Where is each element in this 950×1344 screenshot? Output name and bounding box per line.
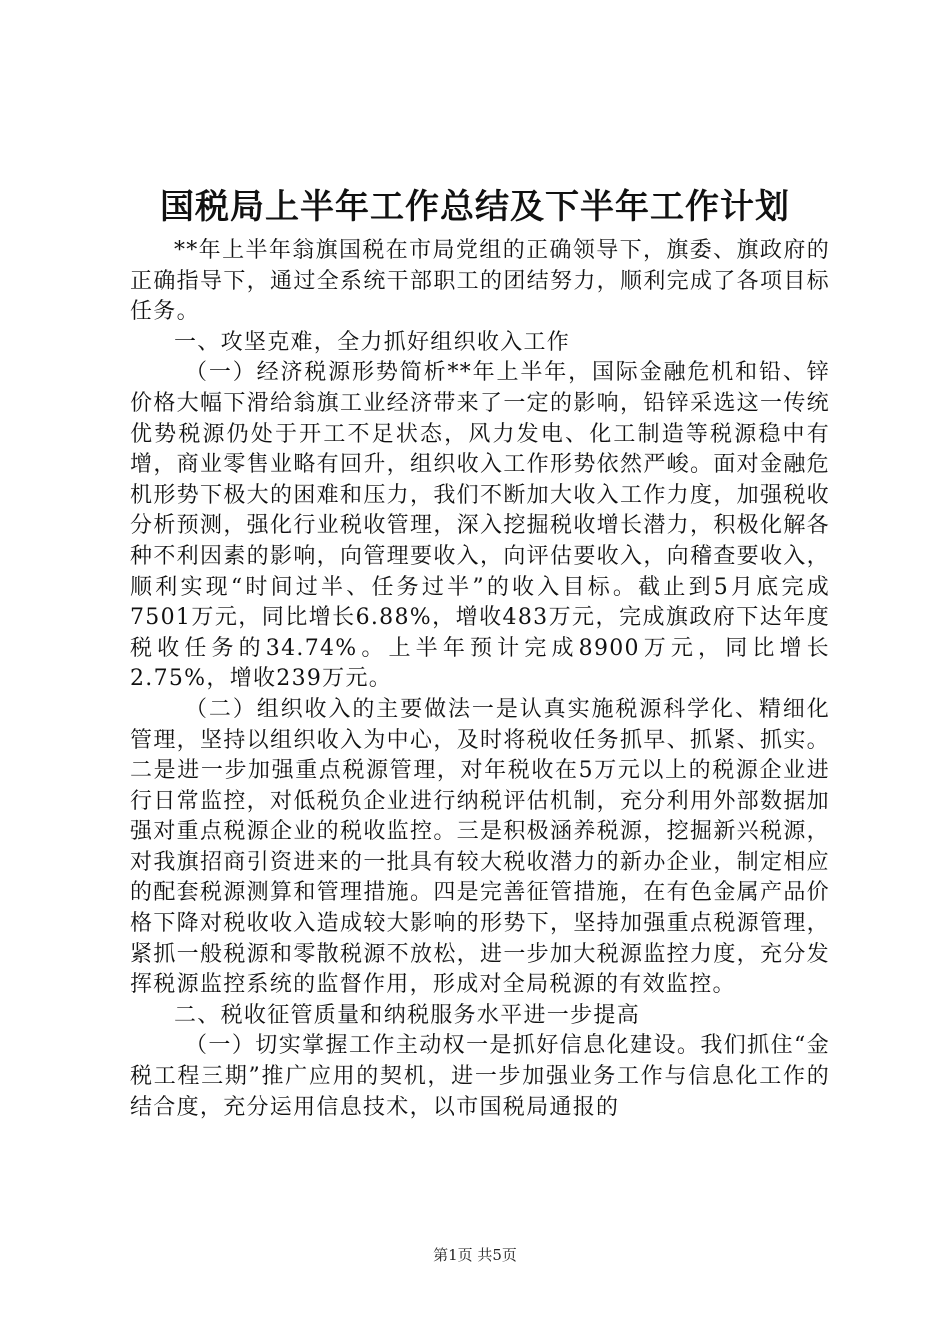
paragraph-economic-analysis: （一）经济税源形势简析**年上半年，国际金融危机和铅、锌价格大幅下滑给翁旗工业经济带来了一定的影响，铅锌采选这一传统优势税源仍处于开工不足状态，风力发电、化工制造等税源稳中有增，商业零售业略有回升，组织收入工作形势依然严峻。面对金融危机形势下极大的困难和压力，我们不断加大收入工作力度，加强税收分析预测，强化行业税收管理，深入挖掘税收增长潜力，积极化解各种不利因素的影响，向管理要收入，向评估要收入，向稽查要收入，顺利实现“时间过半、任务过半”的收入目标。截止到5月底完成7501万元，同比增长6.88%，增收483万元，完成旗政府下达年度税收任务的34.74%。上半年预计完成8900万元，同比增长2.75%，增收239万元。 [130, 360, 830, 692]
section-heading-2: 二、税收征管质量和纳税服务水平进一步提高 [174, 1002, 641, 1028]
paragraph-initiative: （一）切实掌握工作主动权一是抓好信息化建设。我们抓住“金税工程三期”推广应用的契机，进一步加强业务工作与信息化工作的结合度，充分运用信息技术，以市国税局通报的 [130, 1033, 830, 1120]
paragraph-intro: **年上半年翁旗国税在市局党组的正确领导下，旗委、旗政府的正确指导下，通过全系统干部职工的团结努力，顺利完成了各项目标任务。 [130, 238, 830, 325]
document-title: 国税局上半年工作总结及下半年工作计划 [160, 187, 790, 227]
section-heading-1: 一、攻坚克难，全力抓好组织收入工作 [174, 329, 571, 355]
paragraph-revenue-methods: （二）组织收入的主要做法一是认真实施税源科学化、精细化管理，坚持以组织收入为中心，及时将税收任务抓早、抓紧、抓实。二是进一步加强重点税源管理，对年税收在5万元以上的税源企业进行日常监控，对低税负企业进行纳税评估机制，充分利用外部数据加强对重点税源企业的税收监控。三是积极涵养税源，挖掘新兴税源，对我旗招商引资进来的一批具有较大税收潜力的新办企业，制定相应的配套税源测算和管理措施。四是完善征管措施，在有色金属产品价格下降对税收收入造成较大影响的形势下，坚持加强重点税源管理，紧抓一般税源和零散税源不放松，进一步加大税源监控力度，充分发挥税源监控系统的监督作用，形成对全局税源的有效监控。 [130, 696, 830, 998]
page-footer: 第1页 共5页 [433, 1246, 517, 1264]
document-body [130, 236, 830, 1123]
